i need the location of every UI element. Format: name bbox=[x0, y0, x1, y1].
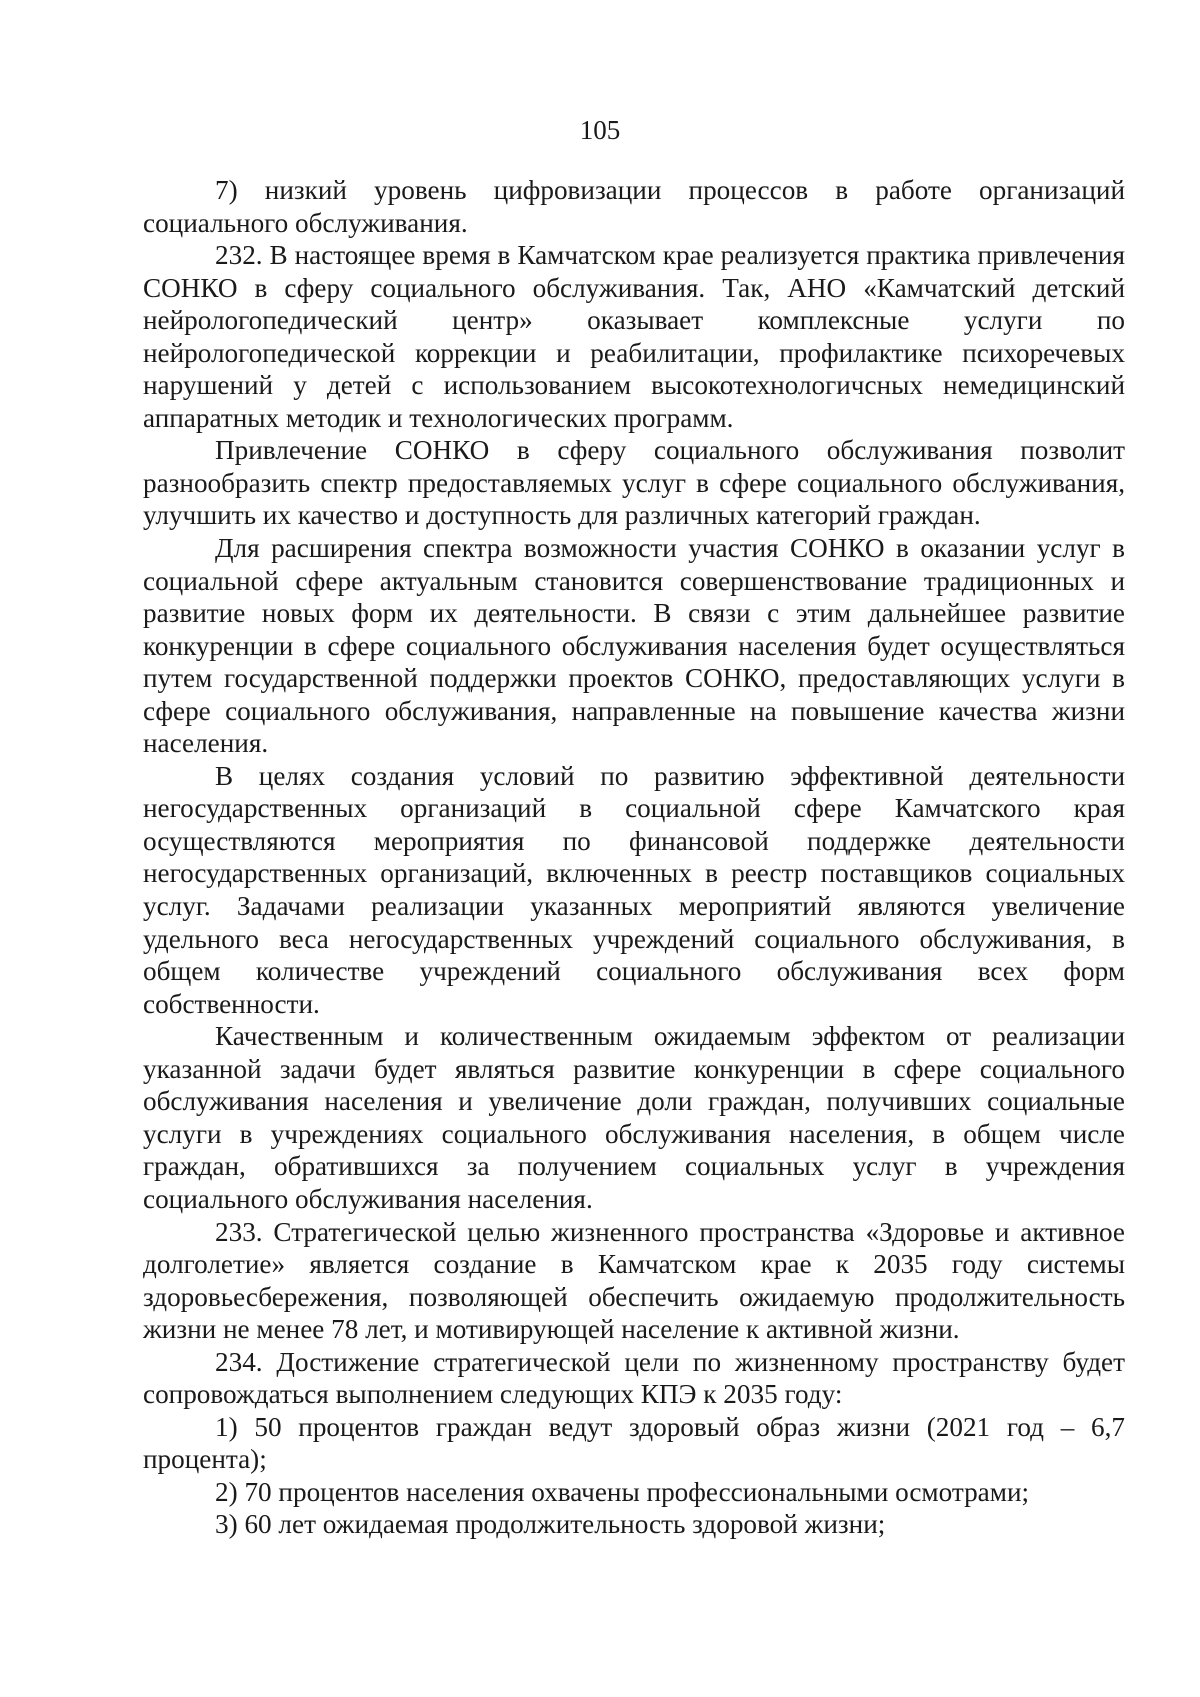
paragraph-item-7: 7) низкий уровень цифровизации процессов в работе организаций социального обслуживания. bbox=[143, 175, 1125, 238]
kpi-item-2: 2) 70 процентов населения охвачены профессиональными осмотрами; bbox=[215, 1476, 1030, 1507]
paragraph-234: 234. Достижение стратегической цели по жизненному пространству будет сопровождаться выполнением следующих КПЭ к 2035 году: bbox=[143, 1346, 1125, 1410]
document-body bbox=[143, 174, 1125, 1541]
paragraph-nongovernmental-support: В целях создания условий по развитию эффективной деятельности негосударственных организаций в социальной сфере Камчатского края осуществляются мероприятия по финансовой поддержке деятельности негосударственных организаций, включенных в реестр поставщиков социальных услуг. Задачами реализации указанных мероприятий являются увеличение удельного веса негосударственных учреждений социального обслуживания, в общем количестве учреждений социального обслуживания всех форм собственности. bbox=[143, 760, 1125, 1019]
paragraph-sonko-expansion: Для расширения спектра возможности участия СОНКО в оказании услуг в социальной сфере актуальным становится совершенствование традиционных и развитие новых форм их деятельности. В связи с этим дальнейшее развитие конкуренции в сфере социального обслуживания населения будет осуществляться путем государственной поддержки проектов СОНКО, предоставляющих услуги в сфере социального обслуживания, направленные на повышение качества жизни населения. bbox=[143, 533, 1125, 759]
paragraph-expected-effect: Качественным и количественным ожидаемым эффектом от реализации указанной задачи будет являться развитие конкуренции в сфере социального обслуживания населения и увеличение доли граждан, получивших социальные услуги в учреждениях социального обслуживания населения, в общем числе граждан, обратившихся за получением социальных услуг в учреждения социального обслуживания населения. bbox=[143, 1021, 1125, 1214]
kpi-item-3: 3) 60 лет ожидаемая продолжительность здоровой жизни; bbox=[215, 1509, 886, 1540]
paragraph-232: 232. В настоящее время в Камчатском крае реализуется практика привлечения СОНКО в сферу социального обслуживания. Так, АНО «Камчатский детский нейрологопедический центр» оказывает комплексные услуги по нейрологопедической коррекции и реабилитации, профилактике психоречевых нарушений у детей с использованием высокотехнологичсных немедицинский аппаратных методик и технологических программ. bbox=[143, 240, 1125, 433]
kpi-item-1: 1) 50 процентов граждан ведут здоровый образ жизни (2021 год – 6,7 процента); bbox=[143, 1411, 1125, 1475]
page-number: 105 bbox=[579, 115, 621, 145]
paragraph-sonko-involvement: Привлечение СОНКО в сферу социального обслуживания позволит разнообразить спектр предоставляемых услуг в сфере социального обслуживания, улучшить их качество и доступность для различных категорий граждан. bbox=[143, 435, 1125, 531]
paragraph-233: 233. Стратегической целью жизненного пространства «Здоровье и активное долголетие» является создание в Камчатском крае к 2035 году системы здоровьесбережения, позволяющей обеспечить ожидаемую продолжительность жизни не менее 78 лет, и мотивирующей население к активной жизни. bbox=[143, 1216, 1125, 1345]
